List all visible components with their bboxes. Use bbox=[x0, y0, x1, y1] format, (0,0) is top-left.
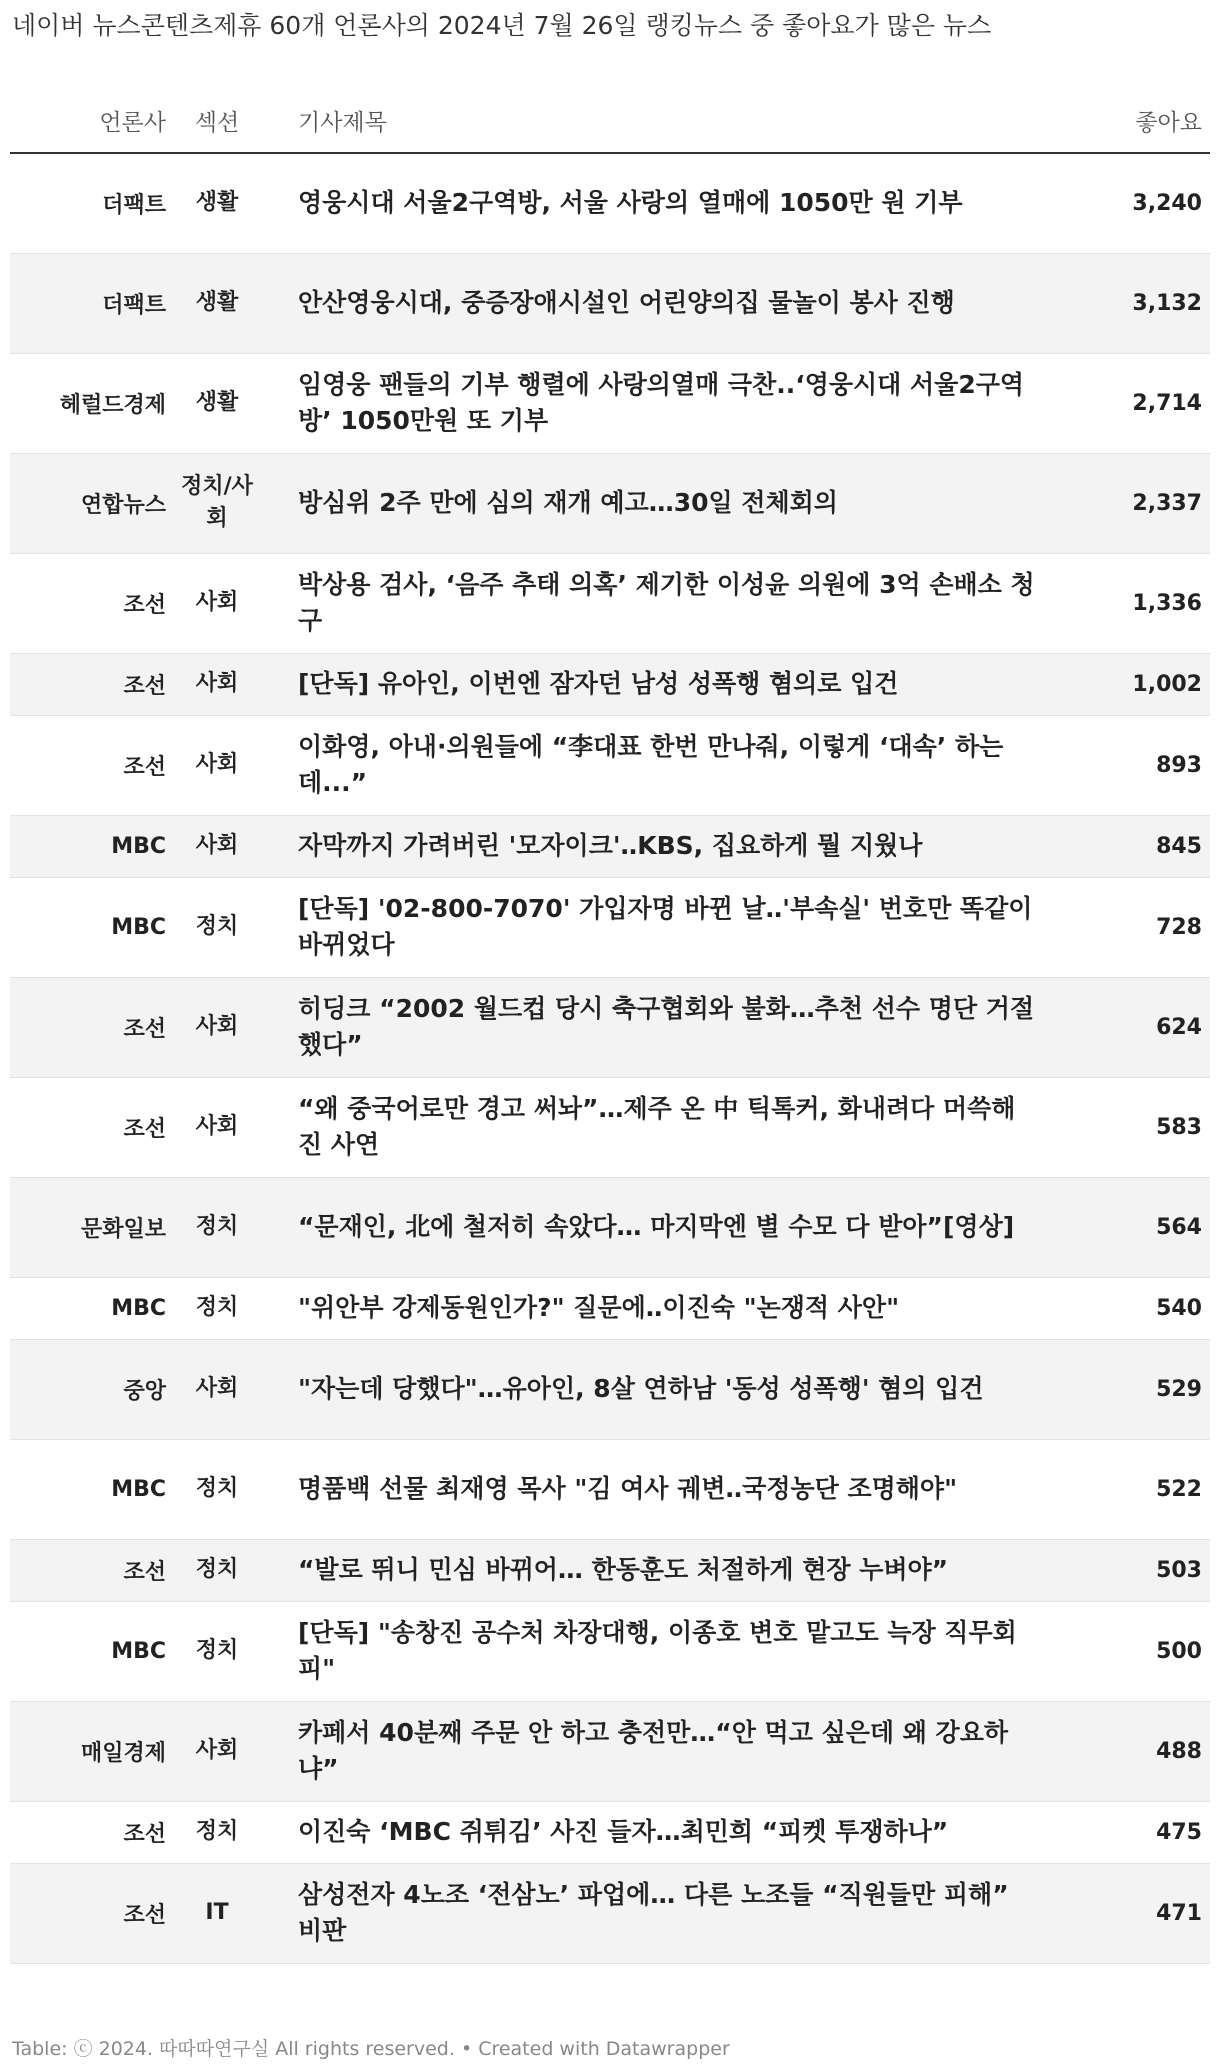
ranking-table bbox=[10, 88, 1210, 1964]
likes-cell: 503 bbox=[1096, 1539, 1210, 1601]
table-row bbox=[10, 1601, 1210, 1701]
section-cell: 사회 bbox=[168, 1701, 266, 1801]
section-cell: 정치 bbox=[168, 877, 266, 977]
likes-cell: 728 bbox=[1096, 877, 1210, 977]
likes-cell: 893 bbox=[1096, 715, 1210, 815]
section-cell: 정치/사회 bbox=[168, 453, 266, 553]
table-row bbox=[10, 353, 1210, 453]
headline-cell: 이진숙 ‘MBC 쥐튀김’ 사진 들자…최민희 “피켓 투쟁하나” bbox=[266, 1801, 1096, 1863]
section-cell: IT bbox=[168, 1863, 266, 1963]
likes-cell: 540 bbox=[1096, 1277, 1210, 1339]
likes-cell: 564 bbox=[1096, 1177, 1210, 1277]
likes-cell: 529 bbox=[1096, 1339, 1210, 1439]
section-cell: 생활 bbox=[168, 253, 266, 353]
headline-cell: 카페서 40분째 주문 안 하고 충전만…“안 먹고 싶은데 왜 강요하냐” bbox=[266, 1701, 1096, 1801]
column-header-section[interactable]: 섹션 bbox=[168, 88, 266, 153]
headline-cell: [단독] 유아인, 이번엔 잠자던 남성 성폭행 혐의로 입건 bbox=[266, 653, 1096, 715]
table-row bbox=[10, 1077, 1210, 1177]
publisher-cell: 연합뉴스 bbox=[10, 453, 168, 553]
source-footer: Table: ⓒ 2024. 따따따연구실 All rights reserved. • Created with Datawrapper bbox=[12, 2038, 730, 2060]
likes-cell: 624 bbox=[1096, 977, 1210, 1077]
headline-cell: 방심위 2주 만에 심의 재개 예고…30일 전체회의 bbox=[266, 453, 1096, 553]
section-cell: 사회 bbox=[168, 653, 266, 715]
section-cell: 정치 bbox=[168, 1801, 266, 1863]
table-row bbox=[10, 653, 1210, 715]
likes-cell: 1,336 bbox=[1096, 553, 1210, 653]
likes-cell: 2,714 bbox=[1096, 353, 1210, 453]
publisher-cell: 더팩트 bbox=[10, 153, 168, 253]
section-cell: 사회 bbox=[168, 815, 266, 877]
publisher-cell: MBC bbox=[10, 815, 168, 877]
publisher-cell: 조선 bbox=[10, 1801, 168, 1863]
table-row bbox=[10, 1439, 1210, 1539]
table-body bbox=[10, 153, 1210, 1963]
publisher-cell: 문화일보 bbox=[10, 1177, 168, 1277]
likes-cell: 2,337 bbox=[1096, 453, 1210, 553]
column-header-publisher[interactable]: 언론사 bbox=[10, 88, 168, 153]
likes-cell: 500 bbox=[1096, 1601, 1210, 1701]
section-cell: 정치 bbox=[168, 1539, 266, 1601]
likes-cell: 845 bbox=[1096, 815, 1210, 877]
headline-cell: 이화영, 아내·의원들에 “李대표 한번 만나줘, 이렇게 ‘대속’ 하는데...” bbox=[266, 715, 1096, 815]
likes-cell: 522 bbox=[1096, 1439, 1210, 1539]
table-row bbox=[10, 1177, 1210, 1277]
table-row bbox=[10, 1539, 1210, 1601]
likes-cell: 3,240 bbox=[1096, 153, 1210, 253]
publisher-cell: MBC bbox=[10, 1277, 168, 1339]
publisher-cell: 조선 bbox=[10, 653, 168, 715]
table-row bbox=[10, 815, 1210, 877]
publisher-cell: 조선 bbox=[10, 715, 168, 815]
publisher-cell: MBC bbox=[10, 1601, 168, 1701]
likes-cell: 3,132 bbox=[1096, 253, 1210, 353]
column-header-headline[interactable]: 기사제목 bbox=[266, 88, 1096, 153]
publisher-cell: 더팩트 bbox=[10, 253, 168, 353]
section-cell: 사회 bbox=[168, 1339, 266, 1439]
section-cell: 사회 bbox=[168, 977, 266, 1077]
section-cell: 정치 bbox=[168, 1177, 266, 1277]
headline-cell: “왜 중국어로만 경고 써놔”…제주 온 中 틱톡커, 화내려다 머쓱해진 사연 bbox=[266, 1077, 1096, 1177]
section-cell: 정치 bbox=[168, 1439, 266, 1539]
headline-cell: 자막까지 가려버린 '모자이크'‥KBS, 집요하게 뭘 지웠나 bbox=[266, 815, 1096, 877]
likes-cell: 1,002 bbox=[1096, 653, 1210, 715]
section-cell: 사회 bbox=[168, 1077, 266, 1177]
section-cell: 사회 bbox=[168, 553, 266, 653]
headline-cell: 안산영웅시대, 중증장애시설인 어린양의집 물놀이 봉사 진행 bbox=[266, 253, 1096, 353]
publisher-cell: 조선 bbox=[10, 1863, 168, 1963]
table-row bbox=[10, 153, 1210, 253]
section-cell: 생활 bbox=[168, 153, 266, 253]
likes-cell: 475 bbox=[1096, 1801, 1210, 1863]
headline-cell: 임영웅 팬들의 기부 행렬에 사랑의열매 극찬..‘영웅시대 서울2구역방’ 1050만원 또 기부 bbox=[266, 353, 1096, 453]
table-row bbox=[10, 453, 1210, 553]
section-cell: 사회 bbox=[168, 715, 266, 815]
likes-cell: 471 bbox=[1096, 1863, 1210, 1963]
headline-cell: “발로 뛰니 민심 바뀌어… 한동훈도 처절하게 현장 누벼야” bbox=[266, 1539, 1096, 1601]
publisher-cell: 중앙 bbox=[10, 1339, 168, 1439]
likes-cell: 583 bbox=[1096, 1077, 1210, 1177]
headline-cell: [단독] "송창진 공수처 차장대행, 이종호 변호 맡고도 늑장 직무회피" bbox=[266, 1601, 1096, 1701]
publisher-cell: MBC bbox=[10, 1439, 168, 1539]
table-row bbox=[10, 1863, 1210, 1963]
publisher-cell: 조선 bbox=[10, 553, 168, 653]
page-title: 네이버 뉴스콘텐츠제휴 60개 언론사의 2024년 7월 26일 랭킹뉴스 중 좋아요가 많은 뉴스 bbox=[12, 11, 992, 40]
headline-cell: 삼성전자 4노조 ‘전삼노’ 파업에… 다른 노조들 “직원들만 피해” 비판 bbox=[266, 1863, 1096, 1963]
publisher-cell: 헤럴드경제 bbox=[10, 353, 168, 453]
table-row bbox=[10, 715, 1210, 815]
likes-cell: 488 bbox=[1096, 1701, 1210, 1801]
headline-cell: 영웅시대 서울2구역방, 서울 사랑의 열매에 1050만 원 기부 bbox=[266, 153, 1096, 253]
publisher-cell: 매일경제 bbox=[10, 1701, 168, 1801]
column-header-likes[interactable]: 좋아요 bbox=[1096, 88, 1210, 153]
table-row bbox=[10, 877, 1210, 977]
table-row bbox=[10, 253, 1210, 353]
section-cell: 정치 bbox=[168, 1277, 266, 1339]
table-row bbox=[10, 977, 1210, 1077]
publisher-cell: 조선 bbox=[10, 977, 168, 1077]
publisher-cell: 조선 bbox=[10, 1539, 168, 1601]
table-row bbox=[10, 1801, 1210, 1863]
publisher-cell: 조선 bbox=[10, 1077, 168, 1177]
table-header-row bbox=[10, 88, 1210, 153]
section-cell: 정치 bbox=[168, 1601, 266, 1701]
headline-cell: 히딩크 “2002 월드컵 당시 축구협회와 불화…추천 선수 명단 거절했다” bbox=[266, 977, 1096, 1077]
headline-cell: “문재인, 北에 철저히 속았다… 마지막엔 별 수모 다 받아”[영상] bbox=[266, 1177, 1096, 1277]
headline-cell: "위안부 강제동원인가?" 질문에‥이진숙 "논쟁적 사안" bbox=[266, 1277, 1096, 1339]
headline-cell: 박상용 검사, ‘음주 추태 의혹’ 제기한 이성윤 의원에 3억 손배소 청구 bbox=[266, 553, 1096, 653]
headline-cell: "자는데 당했다"…유아인, 8살 연하남 '동성 성폭행' 혐의 입건 bbox=[266, 1339, 1096, 1439]
headline-cell: 명품백 선물 최재영 목사 "김 여사 궤변‥국정농단 조명해야" bbox=[266, 1439, 1096, 1539]
table-row bbox=[10, 1701, 1210, 1801]
headline-cell: [단독] '02-800-7070' 가입자명 바뀐 날‥'부속실' 번호만 똑같이 바뀌었다 bbox=[266, 877, 1096, 977]
table-row bbox=[10, 1277, 1210, 1339]
publisher-cell: MBC bbox=[10, 877, 168, 977]
table-row bbox=[10, 553, 1210, 653]
section-cell: 생활 bbox=[168, 353, 266, 453]
table-row bbox=[10, 1339, 1210, 1439]
